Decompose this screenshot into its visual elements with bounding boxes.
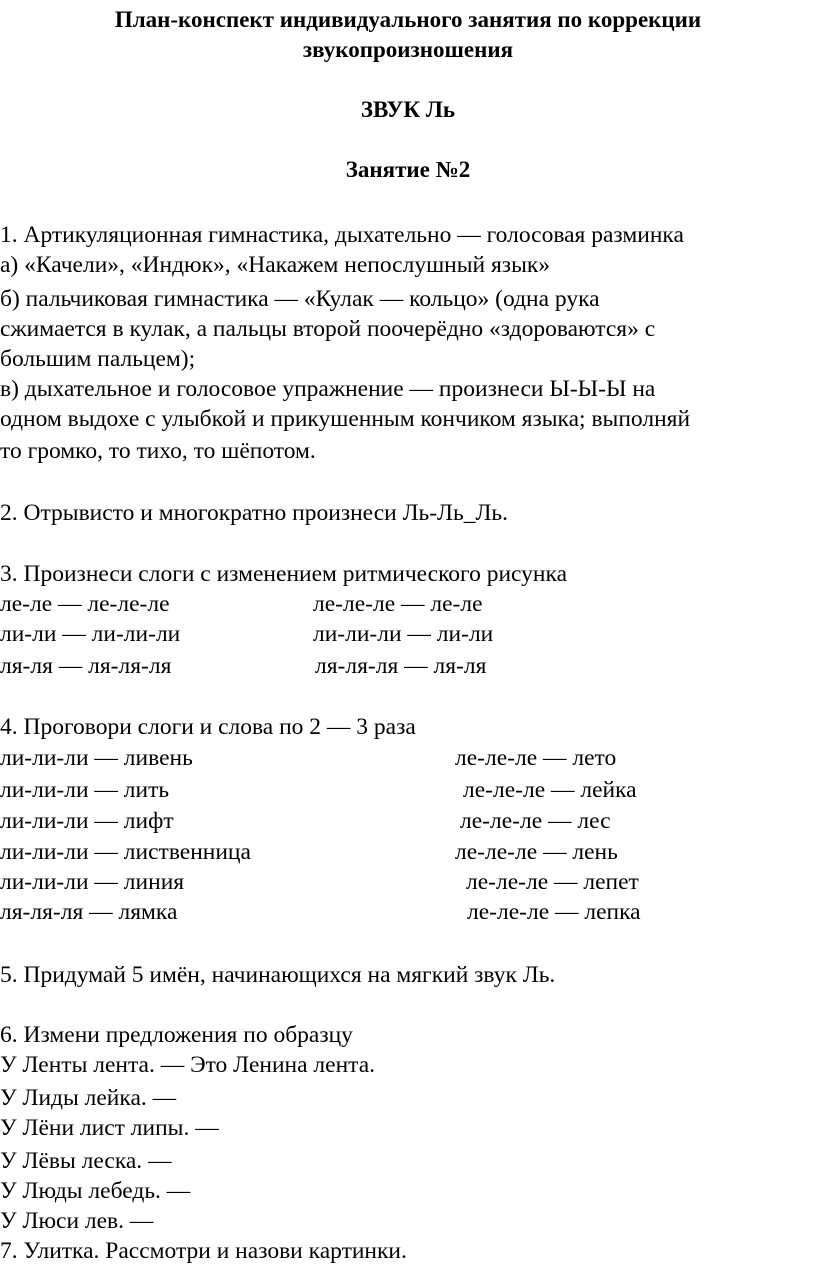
section4-row-left: ли-ли-ли — линия — [0, 869, 185, 895]
section1-heading: 1. Артикуляционная гимнастика, дыхательно — голосовая разминка — [0, 222, 684, 248]
section4-row-left: ли-ли-ли — ливень — [0, 745, 193, 771]
section1-item-b-line3: большим пальцем); — [0, 346, 196, 372]
document-title-line2: звукопроизношения — [302, 37, 514, 62]
section2-heading: 2. Отрывисто и многократно произнеси Ль-Ль_Ль. — [0, 500, 508, 526]
section7-heading: 7. Улитка. Рассмотри и назови картинки. — [0, 1238, 407, 1264]
section3-row-right: ля-ля-ля — ля-ля — [315, 653, 487, 679]
section4-row-right: ле-ле-ле — лень — [455, 839, 618, 865]
section3-row-left: ля-ля — ля-ля-ля — [0, 653, 172, 679]
lesson-heading: Занятие №2 — [345, 157, 471, 182]
section3-row-right: ле-ле-ле — ле-ле — [313, 591, 483, 617]
section6-sentence: У Лёни лист липы. — — [0, 1115, 219, 1141]
section4-heading: 4. Проговори слоги и слова по 2 — 3 раза — [0, 714, 416, 740]
section4-row-left: ли-ли-ли — лить — [0, 777, 170, 803]
section1-item-b-line1: б) пальчиковая гимнастика — «Кулак — кольцо» (одна рука — [0, 286, 600, 312]
section4-row-left: ли-ли-ли — лиственница — [0, 839, 251, 865]
section6-sentence: У Люды лебедь. — — [0, 1178, 191, 1204]
sound-heading: ЗВУК Ль — [360, 97, 456, 122]
section4-row-right: ле-ле-ле — лес — [460, 808, 611, 834]
section6-sentence: У Ленты лента. — Это Ленина лента. — [0, 1052, 376, 1078]
section3-row-right: ли-ли-ли — ли-ли — [313, 621, 494, 647]
section4-row-left: ля-ля-ля — лямка — [0, 899, 178, 925]
section1-item-b-line2: сжимается в кулак, а пальцы второй поочерёдно «здороваются» с — [0, 316, 656, 342]
section6-sentence: У Лиды лейка. — — [0, 1085, 177, 1111]
section1-item-v-line1: в) дыхательное и голосовое упражнение — произнеси Ы-Ы-Ы на — [0, 376, 656, 402]
section6-heading: 6. Измени предложения по образцу — [0, 1022, 353, 1048]
section4-row-right: ле-ле-ле — лепка — [467, 899, 641, 925]
section4-row-right: ле-ле-ле — лейка — [463, 777, 637, 803]
section3-heading: 3. Произнеси слоги с изменением ритмического рисунка — [0, 561, 567, 587]
section1-item-v-line2: одном выдохе с улыбкой и прикушенным кончиком языка; выполняй — [0, 406, 691, 432]
section4-row-left: ли-ли-ли — лифт — [0, 808, 174, 834]
section6-sentence: У Лёвы леска. — — [0, 1148, 172, 1174]
section6-sentence: У Люси лев. — — [0, 1208, 154, 1234]
section1-item-v-line3: то громко, то тихо, то шёпотом. — [0, 438, 316, 464]
section4-row-right: ле-ле-ле — лепет — [466, 869, 639, 895]
section5-heading: 5. Придумай 5 имён, начинающихся на мягкий звук Ль. — [0, 962, 556, 988]
document-title-line1: План-конспект индивидуального занятия по коррекции — [114, 7, 702, 32]
section4-row-right: ле-ле-ле — лето — [455, 745, 617, 771]
section3-row-left: ли-ли — ли-ли-ли — [0, 621, 181, 647]
section1-item-a: а) «Качели», «Индюк», «Накажем непослушный язык» — [0, 252, 551, 278]
section3-row-left: ле-ле — ле-ле-ле — [0, 591, 170, 617]
